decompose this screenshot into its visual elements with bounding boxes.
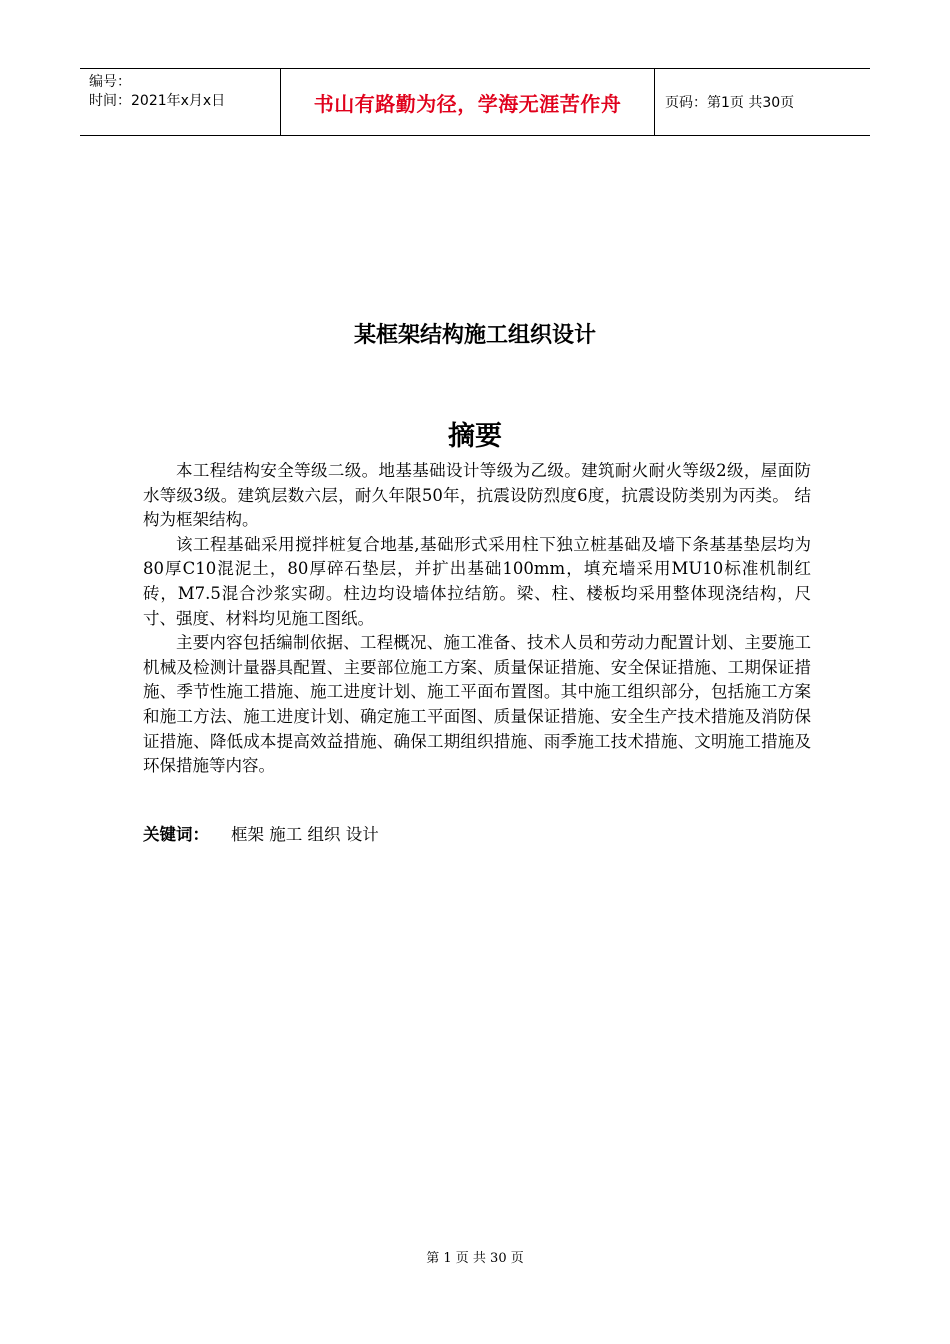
header-meta-cell (80, 69, 281, 135)
document-header (80, 68, 870, 136)
abstract-body (143, 459, 811, 779)
header-page-info: 页码：第1页 共30页 (665, 95, 795, 111)
abstract-paragraph-3: 主要内容包括编制依据、工程概况、施工准备、技术人员和劳动力配置计划、主要施工机械及检测计量器具配置、主要部位施工方案、质量保证措施、安全保证措施、工期保证措施、季节性施工措施、施工进度计划、施工平面布置图。其中施工组织部分，包括施工方案和施工方法、施工进度计划、确定施工平面图、质量保证措施、安全生产技术措施及消防保证措施、降低成本提高效益措施、确保工期组织措施、雨季施工技术措施、文明施工措施及环保措施等内容。 (143, 633, 811, 776)
abstract-paragraph-2: 该工程基础采用搅拌桩复合地基,基础形式采用柱下独立桩基础及墙下条基基垫层均为80厚C10混泥土，80厚碎石垫层，并扩出基础100mm，填充墙采用MU10标准机制红砖，M7.5混合沙浆实砌。柱边均设墙体拉结筋。梁、柱、楼板均采用整体现浇结构，尺寸、强度、材料均见施工图纸。 (143, 534, 811, 628)
abstract-paragraph-1: 本工程结构安全等级二级。地基基础设计等级为乙级。建筑耐火耐火等级2级，屋面防水等级3级。建筑层数六层，耐久年限50年，抗震设防烈度6度，抗震设防类别为丙类。 结构为框架结构。 (143, 461, 811, 530)
keywords-value: 框架 施工 组织 设计 (231, 825, 379, 844)
header-date-label: 时间：2021年x月x日 (89, 93, 226, 109)
header-number-label: 编号： (89, 74, 131, 90)
abstract-heading: 摘要 (448, 421, 502, 452)
keywords-line (143, 823, 811, 847)
header-motto: 书山有路勤为径，学海无涯苦作舟 (281, 69, 655, 135)
keywords-label: 关键词： (143, 825, 209, 844)
document-title: 某框架结构施工组织设计 (353, 322, 596, 348)
page-footer: 第 1 页 共 30 页 (426, 1251, 524, 1266)
